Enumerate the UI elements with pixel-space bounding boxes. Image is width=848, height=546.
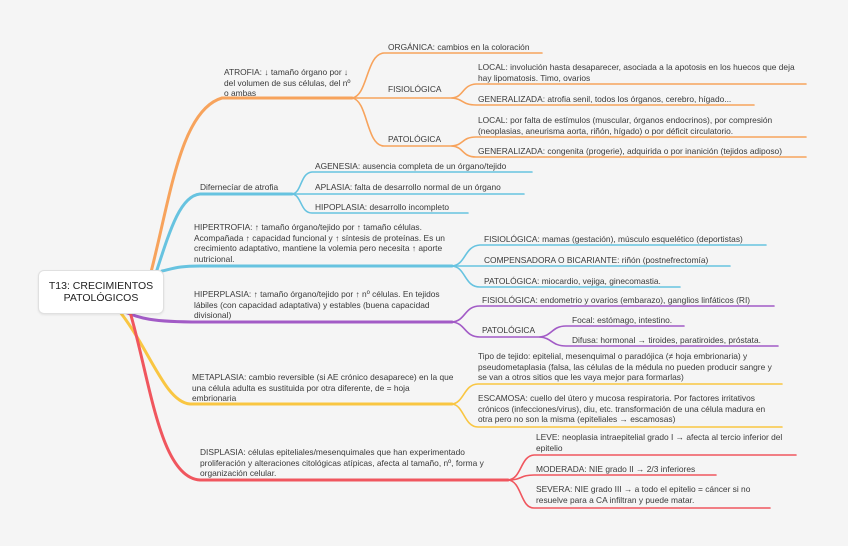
node-patologica[interactable]: PATOLÓGICA bbox=[388, 134, 442, 144]
root-topic[interactable] bbox=[38, 270, 164, 314]
node-tipo-tejido[interactable]: Tipo de tejido: epitelial, mesenquimal o paradójica (≠ hoja embrionaria) y pseudometaplasia (falsa, las células de la médula no pueden producir sangre y se van a otros sitios que les vaya mejor para formarlas) bbox=[478, 351, 772, 383]
branch-hipertrofia bbox=[162, 266, 452, 271]
node-escamosa[interactable]: ESCAMOSA: cuello del útero y mucosa respiratoria. Por factores irritativos crónicos (infecciones/virus), diu, etc. transformación de una célula madura en otra pero no son la misma (epiteliales → escamosas) bbox=[478, 393, 766, 425]
node-severa[interactable]: SEVERA: NIE grado III → a todo el epitelio = cáncer si no resuelve para a CA infiltran y puede matar. bbox=[536, 484, 751, 505]
node-fis-local[interactable]: LOCAL: involución hasta desaparecer, asociada a la apotosis en los huecos que deja hay lipomatosis. Timo, ovarios bbox=[478, 62, 795, 83]
node-agenesia[interactable]: AGENESIA: ausencia completa de un órgano/tejido bbox=[315, 161, 507, 171]
node-fisiologica[interactable]: FISIOLÓGICA bbox=[388, 84, 442, 94]
node-difusa[interactable]: Difusa: hormonal → tiroides, paratiroides, próstata. bbox=[572, 335, 761, 345]
branch-pat-local bbox=[452, 137, 806, 146]
node-aplasia[interactable]: APLASIA: falta de desarrollo normal de un órgano bbox=[315, 182, 501, 192]
node-displasia[interactable]: DISPLASIA: células epiteliales/mesenquimales que han experimentado proliferación y alteraciones citológicas atípicas, afecta al tamaño, nº, forma y organización celular. bbox=[200, 447, 484, 479]
node-fis-general[interactable]: GENERALIZADA: atrofia senil, todos los órganos, cerebro, hígado... bbox=[478, 94, 732, 104]
node-hip-fisiologica[interactable]: FISIOLÓGICA: mamas (gestación), músculo esquelético (deportistas) bbox=[484, 234, 743, 244]
root-topic-label: T13: CRECIMIENTOS PATOLÓGICOS bbox=[48, 280, 154, 304]
node-leve[interactable]: LEVE: neoplasia intraepitelial grado I → afecta al tercio inferior del epitelio bbox=[536, 432, 783, 453]
node-hpl-fisiologica[interactable]: FISIOLÓGICA: endometrio y ovarios (embarazo), ganglios linfáticos (RI) bbox=[482, 295, 751, 305]
node-pat-general[interactable]: GENERALIZADA: congenita (progerie), adquirida o por inanición (tejidos adiposo) bbox=[478, 146, 782, 156]
node-hipertrofia[interactable]: HIPERTROFIA: ↑ tamaño órgano/tejido por ↑ tamaño células. Acompañada ↑ capacidad funcional y ↑ síntesis de proteínas. Es un crecimiento adaptativo, mantiene la volemia pero necesita ↑ aporte nutricional. bbox=[194, 222, 445, 264]
node-moderada[interactable]: MODERADA: NIE grado II → 2/3 inferiores bbox=[536, 464, 696, 474]
node-organica[interactable]: ORGÁNICA: cambios en la coloración bbox=[388, 42, 530, 52]
node-focal[interactable]: Focal: estómago, intestino. bbox=[572, 315, 673, 325]
node-pat-local[interactable]: LOCAL: por falta de estímulos (muscular, órganos endocrinos), por compresión (neoplasias, aneurisma aorta, riñón, hígado) o por déficit circulatorio. bbox=[478, 115, 773, 136]
node-hipoplasia[interactable]: HIPOPLASIA: desarrollo incompleto bbox=[315, 202, 450, 212]
node-hiperplasia[interactable]: HIPERPLASIA: ↑ tamaño órgano/tejido por ↑ nº células. En tejidos lábiles (con capacidad adaptativa) y estables (buena capacidad divisional) bbox=[194, 289, 440, 321]
node-hip-patologica[interactable]: PATOLÓGICA: miocardio, vejiga, ginecomastia. bbox=[484, 276, 661, 286]
branch-moderada bbox=[508, 475, 716, 480]
node-hpl-patologica[interactable]: PATOLÓGICA bbox=[482, 325, 536, 335]
node-hip-compensadora[interactable]: COMPENSADORA O BICARIANTE: riñón (postnefrectomía) bbox=[484, 255, 709, 265]
node-metaplasia[interactable]: METAPLASIA: cambio reversible (si AE crónico desaparece) en la que una célula adulta es sustituida por otra diferente, de = hoja embrionaria bbox=[192, 372, 454, 404]
node-diferenciar[interactable]: Difernecíar de atrofia bbox=[200, 182, 279, 192]
node-atrofia[interactable]: ATROFIA: ↓ tamaño órgano por ↓ del volumen de sus células, del nº o ambas bbox=[224, 67, 351, 99]
